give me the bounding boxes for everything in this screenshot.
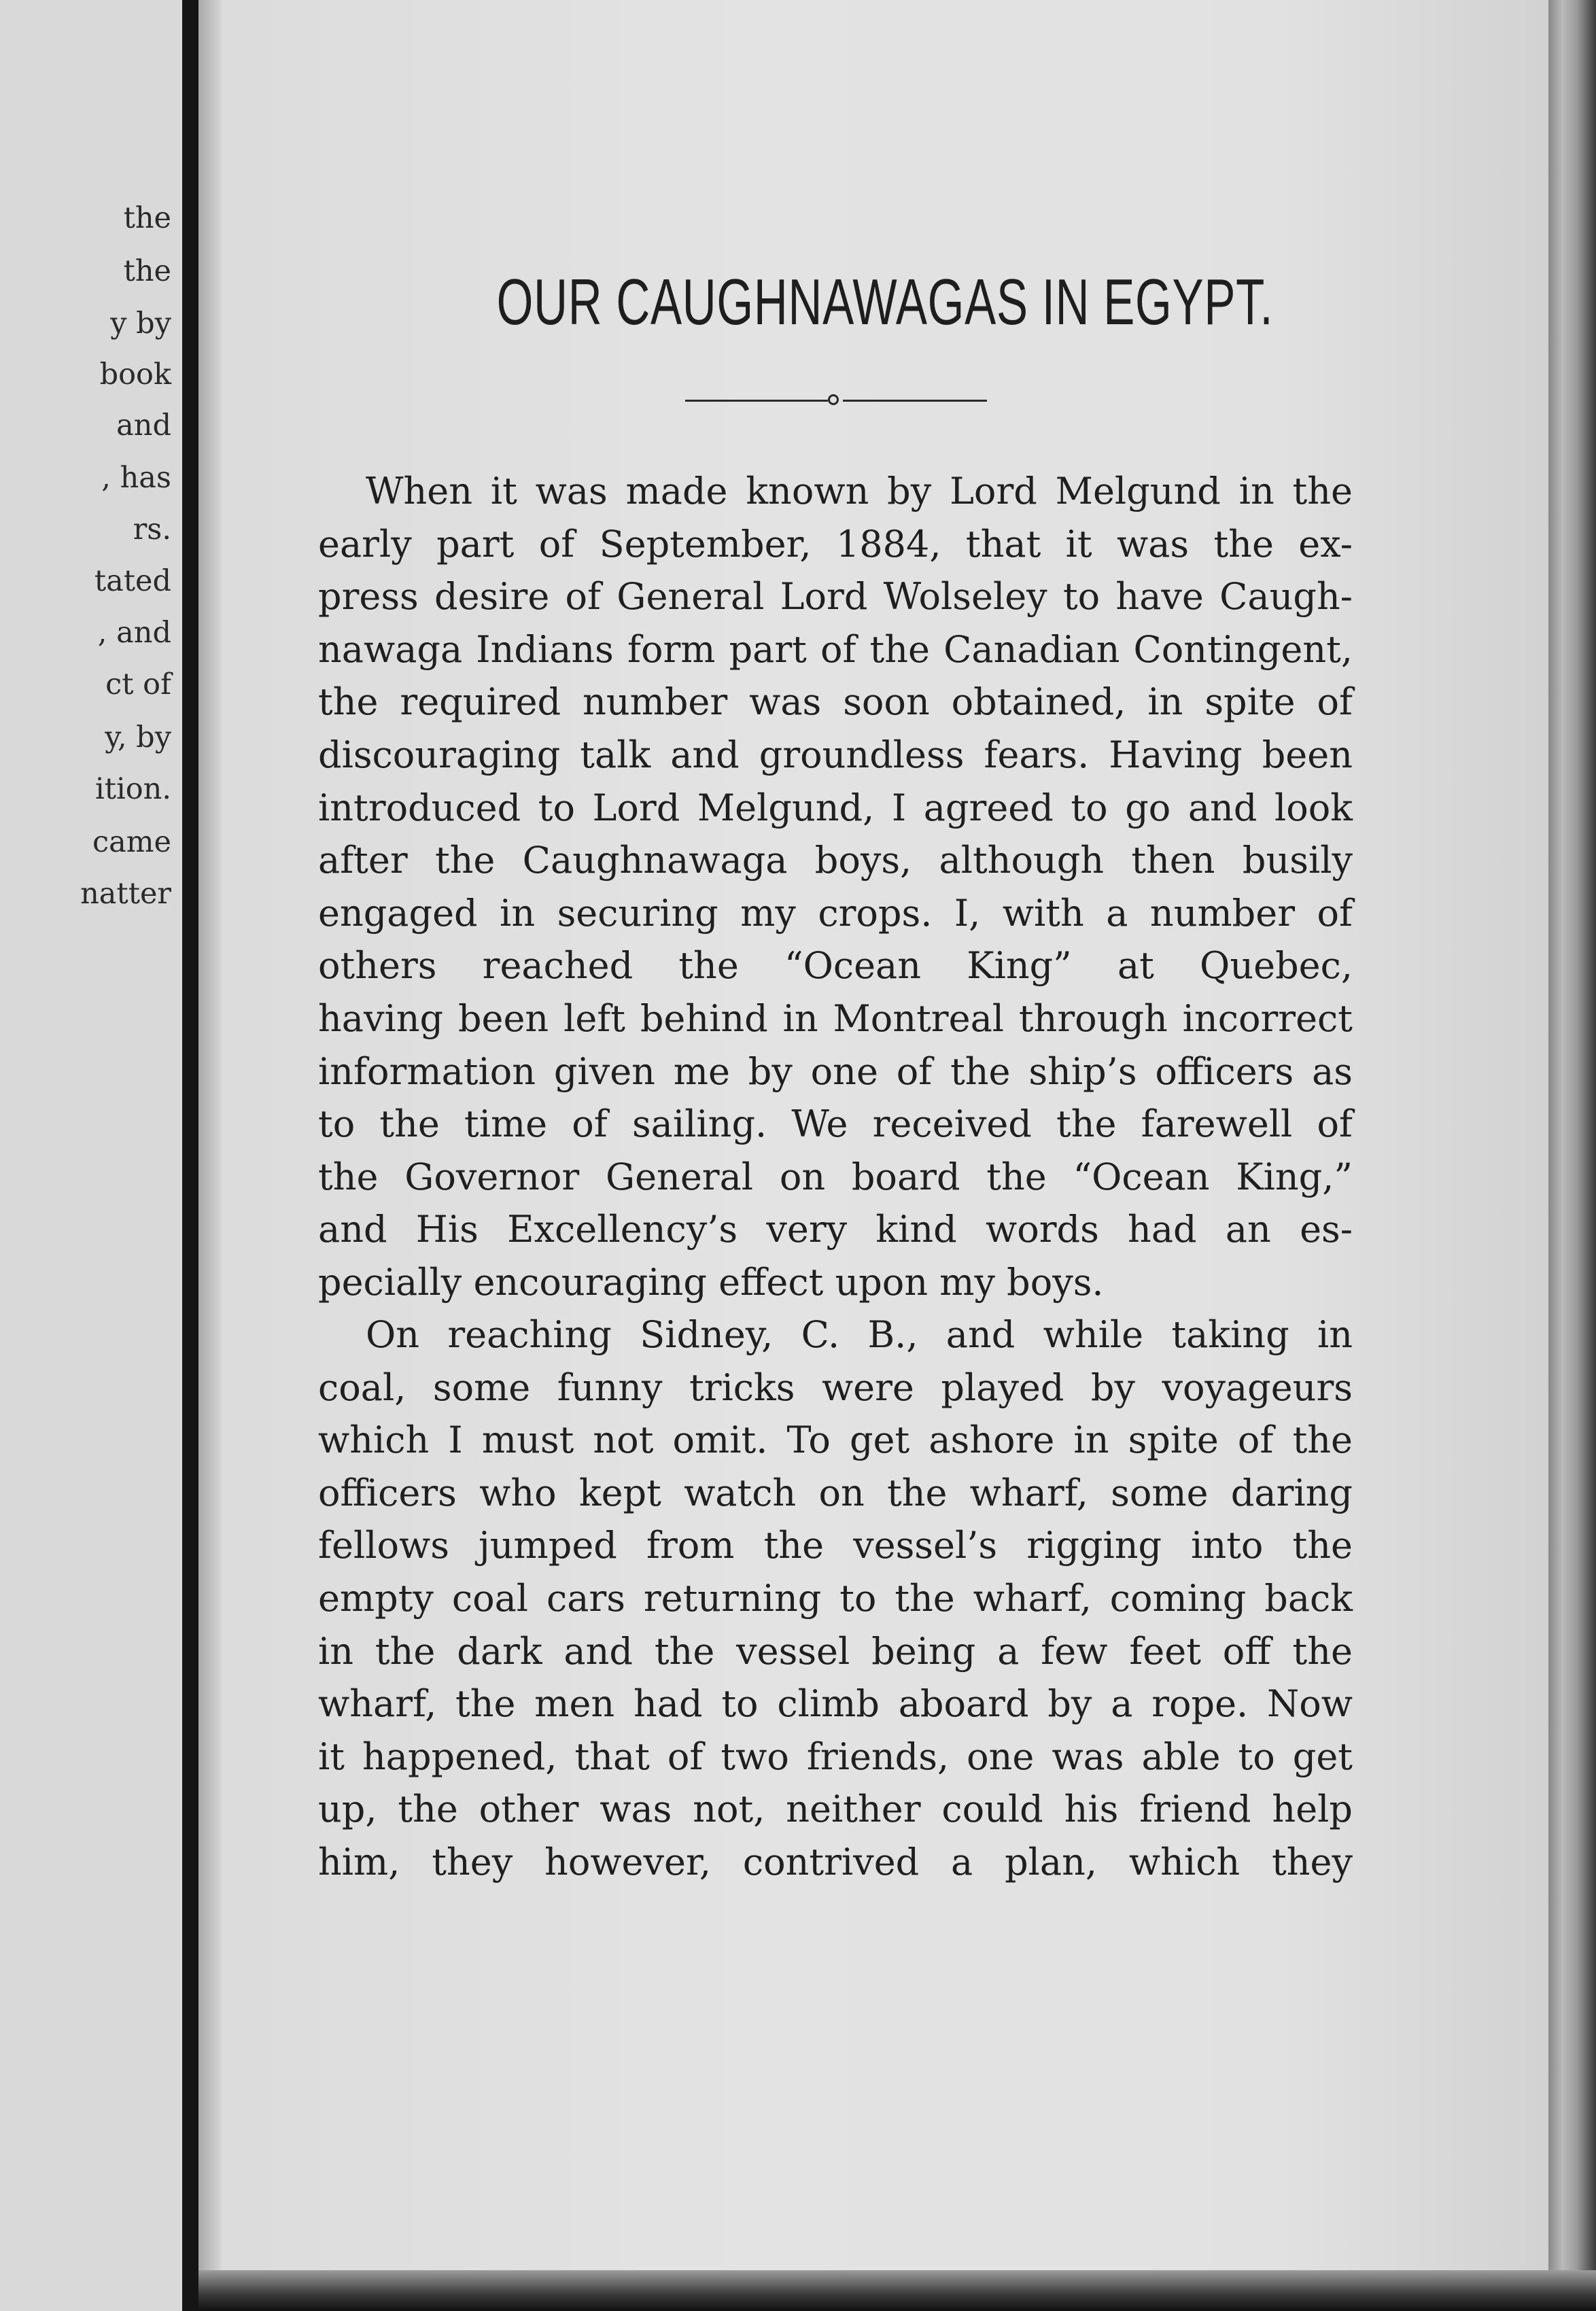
text-line: engaged in securing my crops. I, with a number of <box>318 891 1353 935</box>
text-line: fellows jumped from the vessel’s rigging into the <box>318 1524 1353 1567</box>
left-page-text-fragment: , has <box>101 461 171 495</box>
text-line: nawaga Indians form part of the Canadian Contingent, <box>318 627 1353 671</box>
text-line: it happened, that of two friends, one was able to get <box>318 1735 1353 1778</box>
page-right-edge <box>1548 0 1596 2311</box>
text-line: press desire of General Lord Wolseley to have Caugh- <box>318 575 1353 619</box>
left-page-text-fragment: ition. <box>94 772 171 806</box>
text-line: up, the other was not, neither could his friend help <box>318 1788 1353 1831</box>
article-title: OUR CAUGHNAWAGAS IN EGYPT. <box>496 266 1274 338</box>
text-line: to the time of sailing. We received the farewell of <box>318 1102 1353 1146</box>
left-page-text-fragment: and <box>116 409 171 442</box>
text-line: early part of September, 1884, that it was the ex- <box>318 522 1353 566</box>
text-line: him, they however, contrived a plan, which they <box>318 1840 1353 1883</box>
text-line: the required number was soon obtained, in spite of <box>318 680 1353 724</box>
text-line: empty coal cars returning to the wharf, coming back <box>318 1576 1353 1620</box>
text-line: having been left behind in Montreal through incorrect <box>318 996 1353 1040</box>
text-line: introduced to Lord Melgund, I agreed to go and look <box>318 786 1353 829</box>
text-line: pecially encouraging effect upon my boys. <box>318 1260 1104 1304</box>
left-page-text-fragment: y, by <box>105 720 171 754</box>
text-line: coal, some funny tricks were played by voyageurs <box>318 1366 1353 1409</box>
page-bottom-edge <box>198 2270 1596 2311</box>
left-facing-page <box>0 0 182 2311</box>
left-page-text-fragment: natter <box>80 877 171 911</box>
ornament-rule-right <box>843 400 987 402</box>
text-line: discouraging talk and groundless fears. Having been <box>318 733 1353 776</box>
left-page-text-fragment: book <box>99 358 171 392</box>
text-line: When it was made known by Lord Melgund in the <box>366 470 1353 512</box>
paragraph-1 <box>318 465 1353 1309</box>
text-line: which I must not omit. To get ashore in spite of the <box>318 1419 1353 1462</box>
text-line: information given me by one of the ship’s officers as <box>318 1049 1353 1093</box>
left-page-text-fragment: , and <box>97 616 171 650</box>
left-page-text-fragment: tated <box>94 564 171 598</box>
text-line: officers who kept watch on the wharf, some daring <box>318 1471 1353 1514</box>
book-spine <box>182 0 198 2311</box>
text-line: in the dark and the vessel being a few feet off the <box>318 1629 1353 1673</box>
left-page-text-fragment: ct of <box>105 667 171 701</box>
text-line: others reached the “Ocean King” at Quebec, <box>318 944 1353 988</box>
ornament-circle <box>828 394 839 405</box>
left-page-text-fragment: the <box>123 201 171 235</box>
left-page-text-fragment: y by <box>110 307 171 341</box>
paragraph-2 <box>318 1308 1353 1889</box>
text-line: On reaching Sidney, C. B., and while taking in <box>366 1313 1353 1356</box>
text-line: and His Excellency’s very kind words had an es- <box>318 1208 1353 1251</box>
text-line: wharf, the men had to climb aboard by a rope. Now <box>318 1682 1353 1726</box>
gutter-shadow <box>198 0 222 2311</box>
ornament-rule-left <box>685 400 828 402</box>
left-page-text-fragment: came <box>92 825 171 859</box>
text-line: after the Caughnawaga boys, although then busily <box>318 839 1353 882</box>
left-page-text-fragment: rs. <box>133 512 171 546</box>
left-page-text-fragment: the <box>123 254 171 288</box>
text-line: the Governor General on board the “Ocean King,” <box>318 1155 1353 1198</box>
